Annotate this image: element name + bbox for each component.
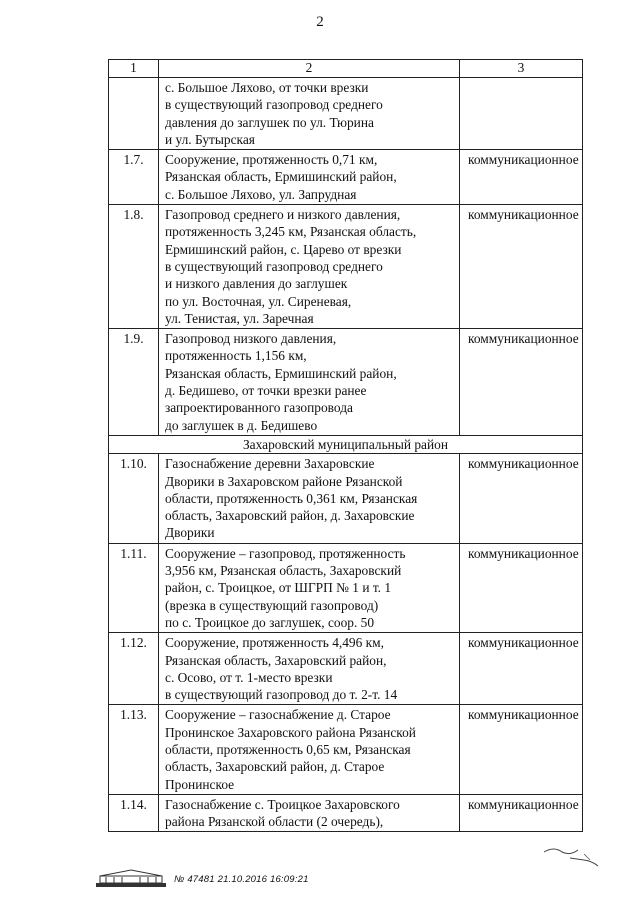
row-number: [109, 78, 159, 150]
header-col-2: 2: [159, 60, 460, 78]
table-row: [109, 705, 583, 794]
row-description: Сооружение – газопровод, протяженность 3,956 км, Рязанская область, Захаровский район, с. Троицкое, от ШГРП № 1 и т. 1 (врезка в существующий газопровод) по с. Троицкое до заглушек, соор. 50: [159, 543, 460, 632]
signature-mark: [540, 842, 610, 872]
table-row: [109, 543, 583, 632]
page-number: 2: [316, 14, 324, 30]
row-type: коммуникационное: [460, 705, 583, 794]
registration-stamp: № 47481 21.10.2016 16:09:21: [174, 873, 309, 885]
property-table: [108, 59, 583, 832]
table-row: [109, 205, 583, 329]
row-description: Сооружение, протяженность 0,71 км, Рязанская область, Ермишинский район, с. Большое Ляхово, ул. Запрудная: [159, 150, 460, 205]
table-row: [109, 633, 583, 705]
table-header-row: [109, 60, 583, 78]
district-row: [109, 435, 583, 453]
government-building-logo: [94, 869, 168, 889]
row-type: коммуникационное: [460, 205, 583, 329]
table-row: [109, 794, 583, 832]
row-number: 1.12.: [109, 633, 159, 705]
table-row: [109, 78, 583, 150]
row-description: Сооружение – газоснабжение д. Старое Пронинское Захаровского района Рязанской области, протяженность 0,65 км, Рязанская область, Захаровский район, д. Старое Пронинское: [159, 705, 460, 794]
header-col-1: 1: [109, 60, 159, 78]
row-number: 1.9.: [109, 329, 159, 436]
row-type: коммуникационное: [460, 454, 583, 543]
row-number: 1.13.: [109, 705, 159, 794]
row-number: 1.11.: [109, 543, 159, 632]
row-description: с. Большое Ляхово, от точки врезки в существующий газопровод среднего давления до заглушек по ул. Тюрина и ул. Бутырская: [159, 78, 460, 150]
row-number: 1.7.: [109, 150, 159, 205]
row-number: 1.14.: [109, 794, 159, 832]
row-number: 1.10.: [109, 454, 159, 543]
row-description: Газоснабжение деревни Захаровские Дворики в Захаровском районе Рязанской области, протяженность 0,361 км, Рязанская область, Захаровский район, д. Захаровские Дворики: [159, 454, 460, 543]
row-description: Газоснабжение с. Троицкое Захаровского района Рязанской области (2 очередь),: [159, 794, 460, 832]
registration-footer: [94, 868, 309, 890]
row-description: Сооружение, протяженность 4,496 км, Рязанская область, Захаровский район, с. Осово, от т. 1-место врезки в существующий газопровод до т. 2-т. 14: [159, 633, 460, 705]
row-number: 1.8.: [109, 205, 159, 329]
row-description: Газопровод среднего и низкого давления, протяженность 3,245 км, Рязанская область, Ермишинский район, с. Царево от врезки в существующий газопровод среднего и низкого давления до заглушек по ул. Восточная, ул. Сиреневая, ул. Тенистая, ул. Заречная: [159, 205, 460, 329]
row-type: коммуникационное: [460, 150, 583, 205]
table-row: [109, 454, 583, 543]
row-type: [460, 78, 583, 150]
district-heading: Захаровский муниципальный район: [109, 435, 583, 453]
row-type: коммуникационное: [460, 543, 583, 632]
header-col-3: 3: [460, 60, 583, 78]
table-row: [109, 150, 583, 205]
row-type: коммуникационное: [460, 633, 583, 705]
row-description: Газопровод низкого давления, протяженность 1,156 км, Рязанская область, Ермишинский район, д. Бедишево, от точки врезки ранее запроектированного газопровода до заглушек в д. Бедишево: [159, 329, 460, 436]
row-type: коммуникационное: [460, 329, 583, 436]
row-type: коммуникационное: [460, 794, 583, 832]
table-row: [109, 329, 583, 436]
